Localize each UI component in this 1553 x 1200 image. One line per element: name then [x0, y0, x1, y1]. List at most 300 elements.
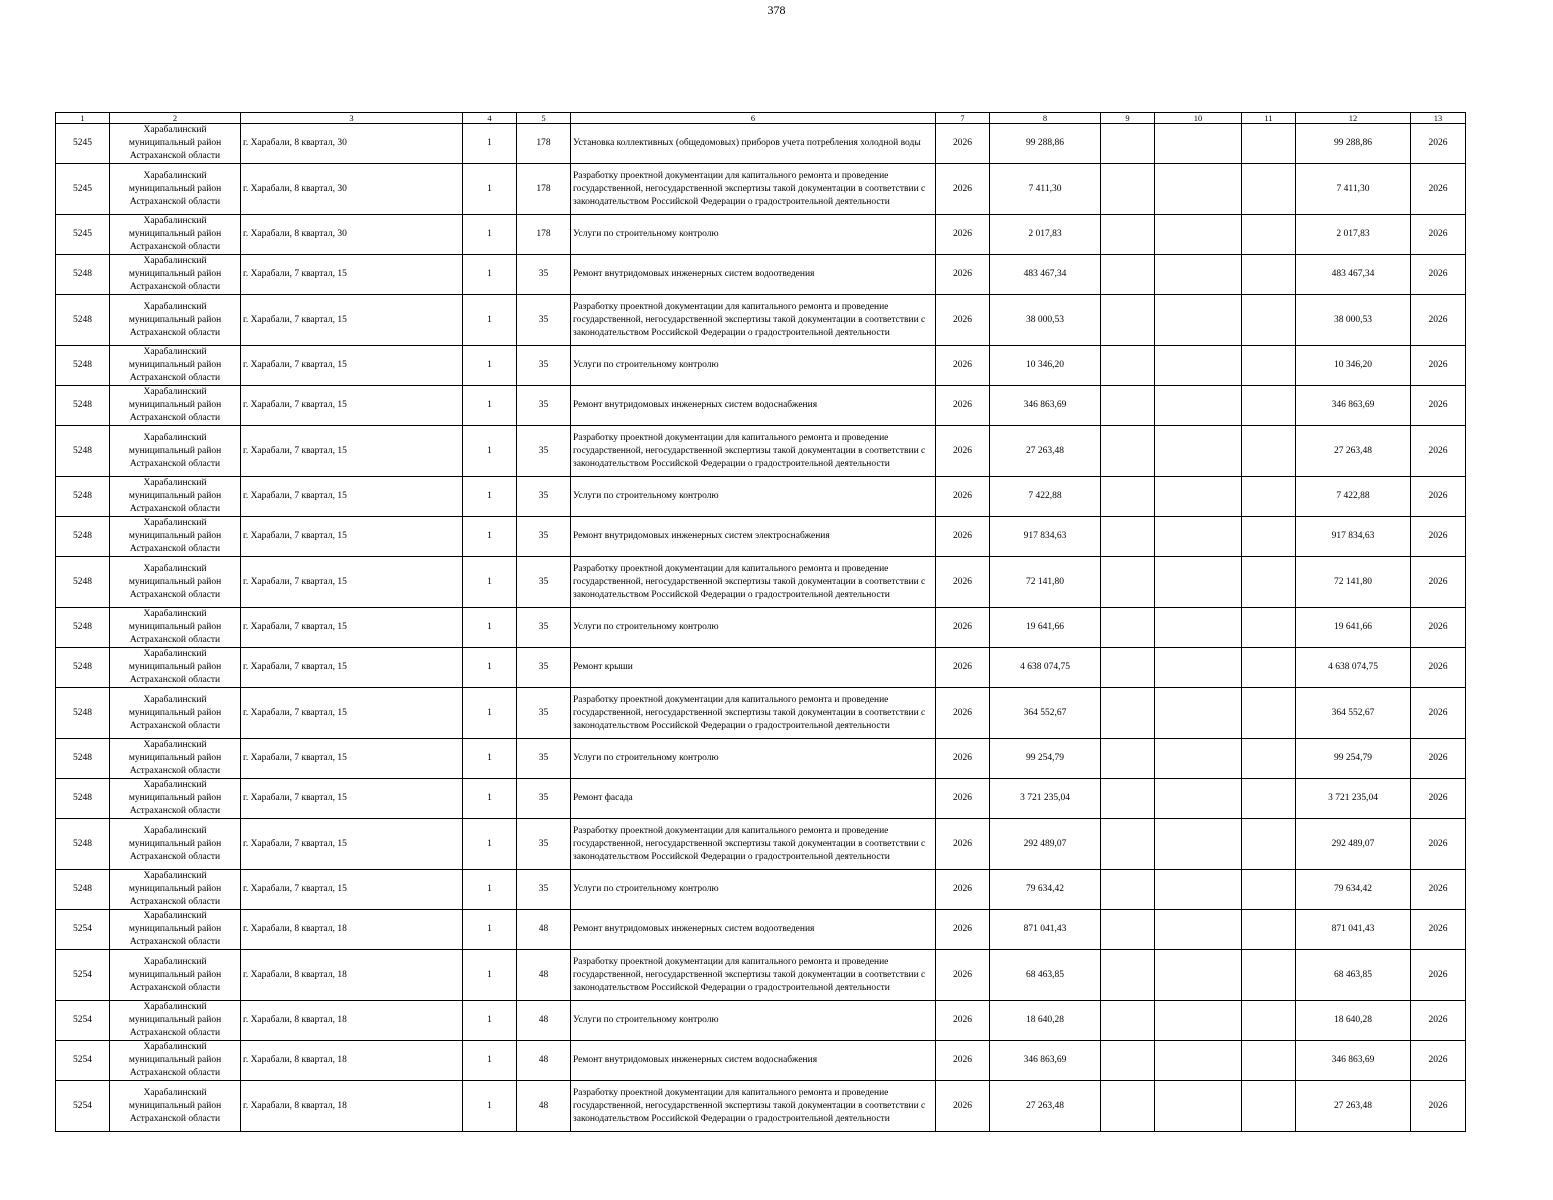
address-cell: г. Харабали, 8 квартал, 30 [241, 124, 463, 164]
header-cell: 3 [241, 113, 463, 124]
municipality-cell: Харабалинский муниципальный район Астраханской области [110, 124, 241, 164]
col4-cell: 1 [463, 346, 517, 386]
col9-cell [1101, 870, 1155, 910]
cost-cell: 18 640,28 [990, 1001, 1101, 1041]
col4-cell: 1 [463, 557, 517, 608]
col9-cell [1101, 739, 1155, 779]
work-type-cell: Ремонт внутридомовых инженерных систем водоснабжения [571, 386, 936, 426]
year-cell: 2026 [936, 648, 990, 688]
address-cell: г. Харабали, 7 квартал, 15 [241, 517, 463, 557]
row-id-cell: 5248 [56, 608, 110, 648]
address-cell: г. Харабали, 7 квартал, 15 [241, 779, 463, 819]
col5-cell: 48 [517, 950, 571, 1001]
cost-cell: 871 041,43 [990, 910, 1101, 950]
municipality-cell: Харабалинский муниципальный район Астраханской области [110, 870, 241, 910]
municipality-cell: Харабалинский муниципальный район Астраханской области [110, 295, 241, 346]
year-cell: 2026 [936, 295, 990, 346]
col4-cell: 1 [463, 164, 517, 215]
col9-cell [1101, 608, 1155, 648]
cost-cell: 68 463,85 [990, 950, 1101, 1001]
cost-cell: 27 263,48 [990, 426, 1101, 477]
row-id-cell: 5248 [56, 386, 110, 426]
work-type-cell: Разработку проектной документации для капитального ремонта и проведение государственной, негосударственной экспертизы такой документации в соответствии с законодательством Российской Федерации о градостроительной деятельности [571, 950, 936, 1001]
row-id-cell: 5248 [56, 688, 110, 739]
address-cell: г. Харабали, 8 квартал, 30 [241, 164, 463, 215]
col5-cell: 48 [517, 910, 571, 950]
municipality-cell: Харабалинский муниципальный район Астраханской области [110, 164, 241, 215]
col9-cell [1101, 779, 1155, 819]
col5-cell: 178 [517, 124, 571, 164]
work-type-cell: Ремонт крыши [571, 648, 936, 688]
year-cell: 2026 [936, 1081, 990, 1132]
col10-cell [1155, 1081, 1242, 1132]
col10-cell [1155, 1041, 1242, 1081]
cost-cell: 99 288,86 [990, 124, 1101, 164]
cost-cell: 72 141,80 [990, 557, 1101, 608]
col11-cell [1242, 517, 1296, 557]
col4-cell: 1 [463, 688, 517, 739]
col4-cell: 1 [463, 1081, 517, 1132]
header-cell: 13 [1411, 113, 1466, 124]
address-cell: г. Харабали, 7 квартал, 15 [241, 648, 463, 688]
total-cell: 27 263,48 [1296, 1081, 1411, 1132]
cost-cell: 19 641,66 [990, 608, 1101, 648]
year-cell: 2026 [936, 779, 990, 819]
table-row [56, 1001, 1466, 1041]
row-id-cell: 5248 [56, 255, 110, 295]
row-id-cell: 5248 [56, 557, 110, 608]
col10-cell [1155, 688, 1242, 739]
year-cell: 2026 [936, 517, 990, 557]
row-id-cell: 5254 [56, 1041, 110, 1081]
total-cell: 79 634,42 [1296, 870, 1411, 910]
col10-cell [1155, 346, 1242, 386]
col9-cell [1101, 557, 1155, 608]
work-type-cell: Ремонт внутридомовых инженерных систем водоотведения [571, 255, 936, 295]
municipality-cell: Харабалинский муниципальный район Астраханской области [110, 648, 241, 688]
table-row [56, 215, 1466, 255]
col11-cell [1242, 910, 1296, 950]
cost-cell: 99 254,79 [990, 739, 1101, 779]
table-row [56, 164, 1466, 215]
completion-year-cell: 2026 [1411, 950, 1466, 1001]
table-body [56, 124, 1466, 1132]
municipality-cell: Харабалинский муниципальный район Астраханской области [110, 386, 241, 426]
cost-cell: 292 489,07 [990, 819, 1101, 870]
col4-cell: 1 [463, 739, 517, 779]
work-type-cell: Разработку проектной документации для капитального ремонта и проведение государственной, негосударственной экспертизы такой документации в соответствии с законодательством Российской Федерации о градостроительной деятельности [571, 426, 936, 477]
header-cell: 4 [463, 113, 517, 124]
cost-cell: 79 634,42 [990, 870, 1101, 910]
work-type-cell: Услуги по строительному контролю [571, 346, 936, 386]
col11-cell [1242, 164, 1296, 215]
col5-cell: 48 [517, 1041, 571, 1081]
cost-cell: 38 000,53 [990, 295, 1101, 346]
col9-cell [1101, 215, 1155, 255]
cost-cell: 10 346,20 [990, 346, 1101, 386]
municipality-cell: Харабалинский муниципальный район Астраханской области [110, 255, 241, 295]
col4-cell: 1 [463, 870, 517, 910]
col4-cell: 1 [463, 255, 517, 295]
col9-cell [1101, 517, 1155, 557]
col4-cell: 1 [463, 819, 517, 870]
table-row [56, 477, 1466, 517]
col10-cell [1155, 386, 1242, 426]
total-cell: 72 141,80 [1296, 557, 1411, 608]
completion-year-cell: 2026 [1411, 779, 1466, 819]
cost-cell: 917 834,63 [990, 517, 1101, 557]
table-row [56, 739, 1466, 779]
table-row [56, 1081, 1466, 1132]
col11-cell [1242, 608, 1296, 648]
total-cell: 18 640,28 [1296, 1001, 1411, 1041]
row-id-cell: 5248 [56, 426, 110, 477]
table-row [56, 517, 1466, 557]
work-type-cell: Разработку проектной документации для капитального ремонта и проведение государственной, негосударственной экспертизы такой документации в соответствии с законодательством Российской Федерации о градостроительной деятельности [571, 295, 936, 346]
address-cell: г. Харабали, 7 квартал, 15 [241, 255, 463, 295]
col4-cell: 1 [463, 124, 517, 164]
col10-cell [1155, 1001, 1242, 1041]
address-cell: г. Харабали, 7 квартал, 15 [241, 557, 463, 608]
year-cell: 2026 [936, 608, 990, 648]
year-cell: 2026 [936, 950, 990, 1001]
col9-cell [1101, 1081, 1155, 1132]
completion-year-cell: 2026 [1411, 426, 1466, 477]
completion-year-cell: 2026 [1411, 1081, 1466, 1132]
col5-cell: 35 [517, 779, 571, 819]
row-id-cell: 5248 [56, 870, 110, 910]
address-cell: г. Харабали, 8 квартал, 30 [241, 215, 463, 255]
col9-cell [1101, 164, 1155, 215]
work-type-cell: Услуги по строительному контролю [571, 215, 936, 255]
year-cell: 2026 [936, 870, 990, 910]
cost-cell: 483 467,34 [990, 255, 1101, 295]
total-cell: 346 863,69 [1296, 386, 1411, 426]
col11-cell [1242, 950, 1296, 1001]
work-type-cell: Ремонт внутридомовых инженерных систем электроснабжения [571, 517, 936, 557]
table-row [56, 950, 1466, 1001]
total-cell: 7 422,88 [1296, 477, 1411, 517]
row-id-cell: 5254 [56, 910, 110, 950]
table-row [56, 557, 1466, 608]
col11-cell [1242, 557, 1296, 608]
address-cell: г. Харабали, 7 квартал, 15 [241, 688, 463, 739]
municipality-cell: Харабалинский муниципальный район Астраханской области [110, 346, 241, 386]
work-type-cell: Ремонт внутридомовых инженерных систем водоотведения [571, 910, 936, 950]
col10-cell [1155, 779, 1242, 819]
cost-cell: 4 638 074,75 [990, 648, 1101, 688]
col4-cell: 1 [463, 517, 517, 557]
col11-cell [1242, 346, 1296, 386]
address-cell: г. Харабали, 7 квартал, 15 [241, 870, 463, 910]
work-type-cell: Разработку проектной документации для капитального ремонта и проведение государственной, негосударственной экспертизы такой документации в соответствии с законодательством Российской Федерации о градостроительной деятельности [571, 557, 936, 608]
year-cell: 2026 [936, 688, 990, 739]
col5-cell: 35 [517, 346, 571, 386]
col11-cell [1242, 870, 1296, 910]
year-cell: 2026 [936, 1041, 990, 1081]
row-id-cell: 5248 [56, 739, 110, 779]
address-cell: г. Харабали, 8 квартал, 18 [241, 1041, 463, 1081]
col9-cell [1101, 819, 1155, 870]
total-cell: 292 489,07 [1296, 819, 1411, 870]
col4-cell: 1 [463, 1041, 517, 1081]
address-cell: г. Харабали, 7 квартал, 15 [241, 739, 463, 779]
col10-cell [1155, 557, 1242, 608]
row-id-cell: 5248 [56, 295, 110, 346]
col5-cell: 48 [517, 1081, 571, 1132]
header-cell: 5 [517, 113, 571, 124]
col9-cell [1101, 255, 1155, 295]
cost-cell: 346 863,69 [990, 1041, 1101, 1081]
col11-cell [1242, 779, 1296, 819]
work-type-cell: Разработку проектной документации для капитального ремонта и проведение государственной, негосударственной экспертизы такой документации в соответствии с законодательством Российской Федерации о градостроительной деятельности [571, 819, 936, 870]
col10-cell [1155, 819, 1242, 870]
work-type-cell: Ремонт внутридомовых инженерных систем водоснабжения [571, 1041, 936, 1081]
address-cell: г. Харабали, 7 квартал, 15 [241, 608, 463, 648]
total-cell: 917 834,63 [1296, 517, 1411, 557]
completion-year-cell: 2026 [1411, 557, 1466, 608]
row-id-cell: 5245 [56, 164, 110, 215]
col9-cell [1101, 910, 1155, 950]
total-cell: 99 288,86 [1296, 124, 1411, 164]
total-cell: 99 254,79 [1296, 739, 1411, 779]
col4-cell: 1 [463, 426, 517, 477]
municipality-cell: Харабалинский муниципальный район Астраханской области [110, 426, 241, 477]
col11-cell [1242, 739, 1296, 779]
repair-program-table [55, 112, 1466, 1132]
total-cell: 2 017,83 [1296, 215, 1411, 255]
year-cell: 2026 [936, 477, 990, 517]
page-number: 378 [767, 3, 786, 17]
municipality-cell: Харабалинский муниципальный район Астраханской области [110, 739, 241, 779]
work-type-cell: Услуги по строительному контролю [571, 739, 936, 779]
row-id-cell: 5254 [56, 1001, 110, 1041]
col10-cell [1155, 910, 1242, 950]
row-id-cell: 5248 [56, 477, 110, 517]
col9-cell [1101, 426, 1155, 477]
municipality-cell: Харабалинский муниципальный район Астраханской области [110, 688, 241, 739]
header-cell: 1 [56, 113, 110, 124]
col9-cell [1101, 1001, 1155, 1041]
total-cell: 27 263,48 [1296, 426, 1411, 477]
table-row [56, 910, 1466, 950]
col5-cell: 35 [517, 608, 571, 648]
address-cell: г. Харабали, 7 квартал, 15 [241, 295, 463, 346]
completion-year-cell: 2026 [1411, 255, 1466, 295]
header-cell: 7 [936, 113, 990, 124]
work-type-cell: Разработку проектной документации для капитального ремонта и проведение государственной, негосударственной экспертизы такой документации в соответствии с законодательством Российской Федерации о градостроительной деятельности [571, 164, 936, 215]
col10-cell [1155, 648, 1242, 688]
header-row [56, 113, 1466, 124]
header-cell: 10 [1155, 113, 1242, 124]
col5-cell: 35 [517, 557, 571, 608]
total-cell: 19 641,66 [1296, 608, 1411, 648]
col4-cell: 1 [463, 779, 517, 819]
cost-cell: 7 411,30 [990, 164, 1101, 215]
completion-year-cell: 2026 [1411, 346, 1466, 386]
year-cell: 2026 [936, 1001, 990, 1041]
work-type-cell: Разработку проектной документации для капитального ремонта и проведение государственной, негосударственной экспертизы такой документации в соответствии с законодательством Российской Федерации о градостроительной деятельности [571, 688, 936, 739]
year-cell: 2026 [936, 124, 990, 164]
total-cell: 483 467,34 [1296, 255, 1411, 295]
municipality-cell: Харабалинский муниципальный район Астраханской области [110, 1001, 241, 1041]
col9-cell [1101, 1041, 1155, 1081]
work-type-cell: Разработку проектной документации для капитального ремонта и проведение государственной, негосударственной экспертизы такой документации в соответствии с законодательством Российской Федерации о градостроительной деятельности [571, 1081, 936, 1132]
municipality-cell: Харабалинский муниципальный район Астраханской области [110, 819, 241, 870]
col9-cell [1101, 346, 1155, 386]
col5-cell: 35 [517, 255, 571, 295]
table-row [56, 1041, 1466, 1081]
col11-cell [1242, 819, 1296, 870]
year-cell: 2026 [936, 739, 990, 779]
table-header [56, 113, 1466, 124]
col5-cell: 35 [517, 819, 571, 870]
col9-cell [1101, 386, 1155, 426]
header-cell: 9 [1101, 113, 1155, 124]
work-type-cell: Услуги по строительному контролю [571, 870, 936, 910]
work-type-cell: Ремонт фасада [571, 779, 936, 819]
col11-cell [1242, 255, 1296, 295]
address-cell: г. Харабали, 8 квартал, 18 [241, 950, 463, 1001]
col11-cell [1242, 1081, 1296, 1132]
completion-year-cell: 2026 [1411, 124, 1466, 164]
year-cell: 2026 [936, 819, 990, 870]
col4-cell: 1 [463, 215, 517, 255]
table-row [56, 386, 1466, 426]
municipality-cell: Харабалинский муниципальный район Астраханской области [110, 910, 241, 950]
completion-year-cell: 2026 [1411, 608, 1466, 648]
completion-year-cell: 2026 [1411, 870, 1466, 910]
col11-cell [1242, 386, 1296, 426]
header-cell: 2 [110, 113, 241, 124]
municipality-cell: Харабалинский муниципальный район Астраханской области [110, 950, 241, 1001]
work-type-cell: Установка коллективных (общедомовых) приборов учета потребления холодной воды [571, 124, 936, 164]
col4-cell: 1 [463, 1001, 517, 1041]
address-cell: г. Харабали, 8 квартал, 18 [241, 1081, 463, 1132]
col5-cell: 35 [517, 386, 571, 426]
col4-cell: 1 [463, 477, 517, 517]
col5-cell: 178 [517, 164, 571, 215]
col11-cell [1242, 124, 1296, 164]
cost-cell: 7 422,88 [990, 477, 1101, 517]
col11-cell [1242, 215, 1296, 255]
completion-year-cell: 2026 [1411, 819, 1466, 870]
col4-cell: 1 [463, 295, 517, 346]
year-cell: 2026 [936, 910, 990, 950]
work-type-cell: Услуги по строительному контролю [571, 1001, 936, 1041]
header-cell: 6 [571, 113, 936, 124]
col10-cell [1155, 870, 1242, 910]
col5-cell: 48 [517, 1001, 571, 1041]
row-id-cell: 5254 [56, 950, 110, 1001]
table-row [56, 779, 1466, 819]
municipality-cell: Харабалинский муниципальный район Астраханской области [110, 215, 241, 255]
year-cell: 2026 [936, 255, 990, 295]
col9-cell [1101, 648, 1155, 688]
total-cell: 7 411,30 [1296, 164, 1411, 215]
col10-cell [1155, 295, 1242, 346]
col9-cell [1101, 124, 1155, 164]
col10-cell [1155, 739, 1242, 779]
completion-year-cell: 2026 [1411, 1001, 1466, 1041]
col5-cell: 35 [517, 517, 571, 557]
total-cell: 3 721 235,04 [1296, 779, 1411, 819]
col4-cell: 1 [463, 910, 517, 950]
col4-cell: 1 [463, 386, 517, 426]
address-cell: г. Харабали, 7 квартал, 15 [241, 346, 463, 386]
col4-cell: 1 [463, 648, 517, 688]
completion-year-cell: 2026 [1411, 910, 1466, 950]
year-cell: 2026 [936, 557, 990, 608]
completion-year-cell: 2026 [1411, 477, 1466, 517]
col10-cell [1155, 608, 1242, 648]
col10-cell [1155, 477, 1242, 517]
total-cell: 346 863,69 [1296, 1041, 1411, 1081]
completion-year-cell: 2026 [1411, 295, 1466, 346]
year-cell: 2026 [936, 426, 990, 477]
total-cell: 10 346,20 [1296, 346, 1411, 386]
municipality-cell: Харабалинский муниципальный район Астраханской области [110, 779, 241, 819]
col5-cell: 35 [517, 739, 571, 779]
row-id-cell: 5248 [56, 819, 110, 870]
row-id-cell: 5245 [56, 124, 110, 164]
col10-cell [1155, 255, 1242, 295]
col5-cell: 35 [517, 870, 571, 910]
work-type-cell: Услуги по строительному контролю [571, 477, 936, 517]
year-cell: 2026 [936, 215, 990, 255]
table-row [56, 124, 1466, 164]
completion-year-cell: 2026 [1411, 164, 1466, 215]
total-cell: 364 552,67 [1296, 688, 1411, 739]
col10-cell [1155, 950, 1242, 1001]
table-row [56, 295, 1466, 346]
col9-cell [1101, 295, 1155, 346]
completion-year-cell: 2026 [1411, 648, 1466, 688]
col5-cell: 35 [517, 426, 571, 477]
municipality-cell: Харабалинский муниципальный район Астраханской области [110, 608, 241, 648]
row-id-cell: 5254 [56, 1081, 110, 1132]
table-row [56, 426, 1466, 477]
municipality-cell: Харабалинский муниципальный район Астраханской области [110, 1041, 241, 1081]
row-id-cell: 5248 [56, 779, 110, 819]
col11-cell [1242, 477, 1296, 517]
header-cell: 12 [1296, 113, 1411, 124]
col9-cell [1101, 688, 1155, 739]
municipality-cell: Харабалинский муниципальный район Астраханской области [110, 517, 241, 557]
col11-cell [1242, 426, 1296, 477]
cost-cell: 346 863,69 [990, 386, 1101, 426]
year-cell: 2026 [936, 386, 990, 426]
row-id-cell: 5248 [56, 517, 110, 557]
cost-cell: 3 721 235,04 [990, 779, 1101, 819]
col11-cell [1242, 648, 1296, 688]
table-row [56, 688, 1466, 739]
municipality-cell: Харабалинский муниципальный район Астраханской области [110, 557, 241, 608]
header-cell: 8 [990, 113, 1101, 124]
municipality-cell: Харабалинский муниципальный район Астраханской области [110, 477, 241, 517]
completion-year-cell: 2026 [1411, 386, 1466, 426]
col5-cell: 35 [517, 295, 571, 346]
work-type-cell: Услуги по строительному контролю [571, 608, 936, 648]
address-cell: г. Харабали, 7 квартал, 15 [241, 386, 463, 426]
col10-cell [1155, 215, 1242, 255]
col5-cell: 35 [517, 477, 571, 517]
address-cell: г. Харабали, 7 квартал, 15 [241, 426, 463, 477]
total-cell: 38 000,53 [1296, 295, 1411, 346]
cost-cell: 364 552,67 [990, 688, 1101, 739]
municipality-cell: Харабалинский муниципальный район Астраханской области [110, 1081, 241, 1132]
completion-year-cell: 2026 [1411, 215, 1466, 255]
